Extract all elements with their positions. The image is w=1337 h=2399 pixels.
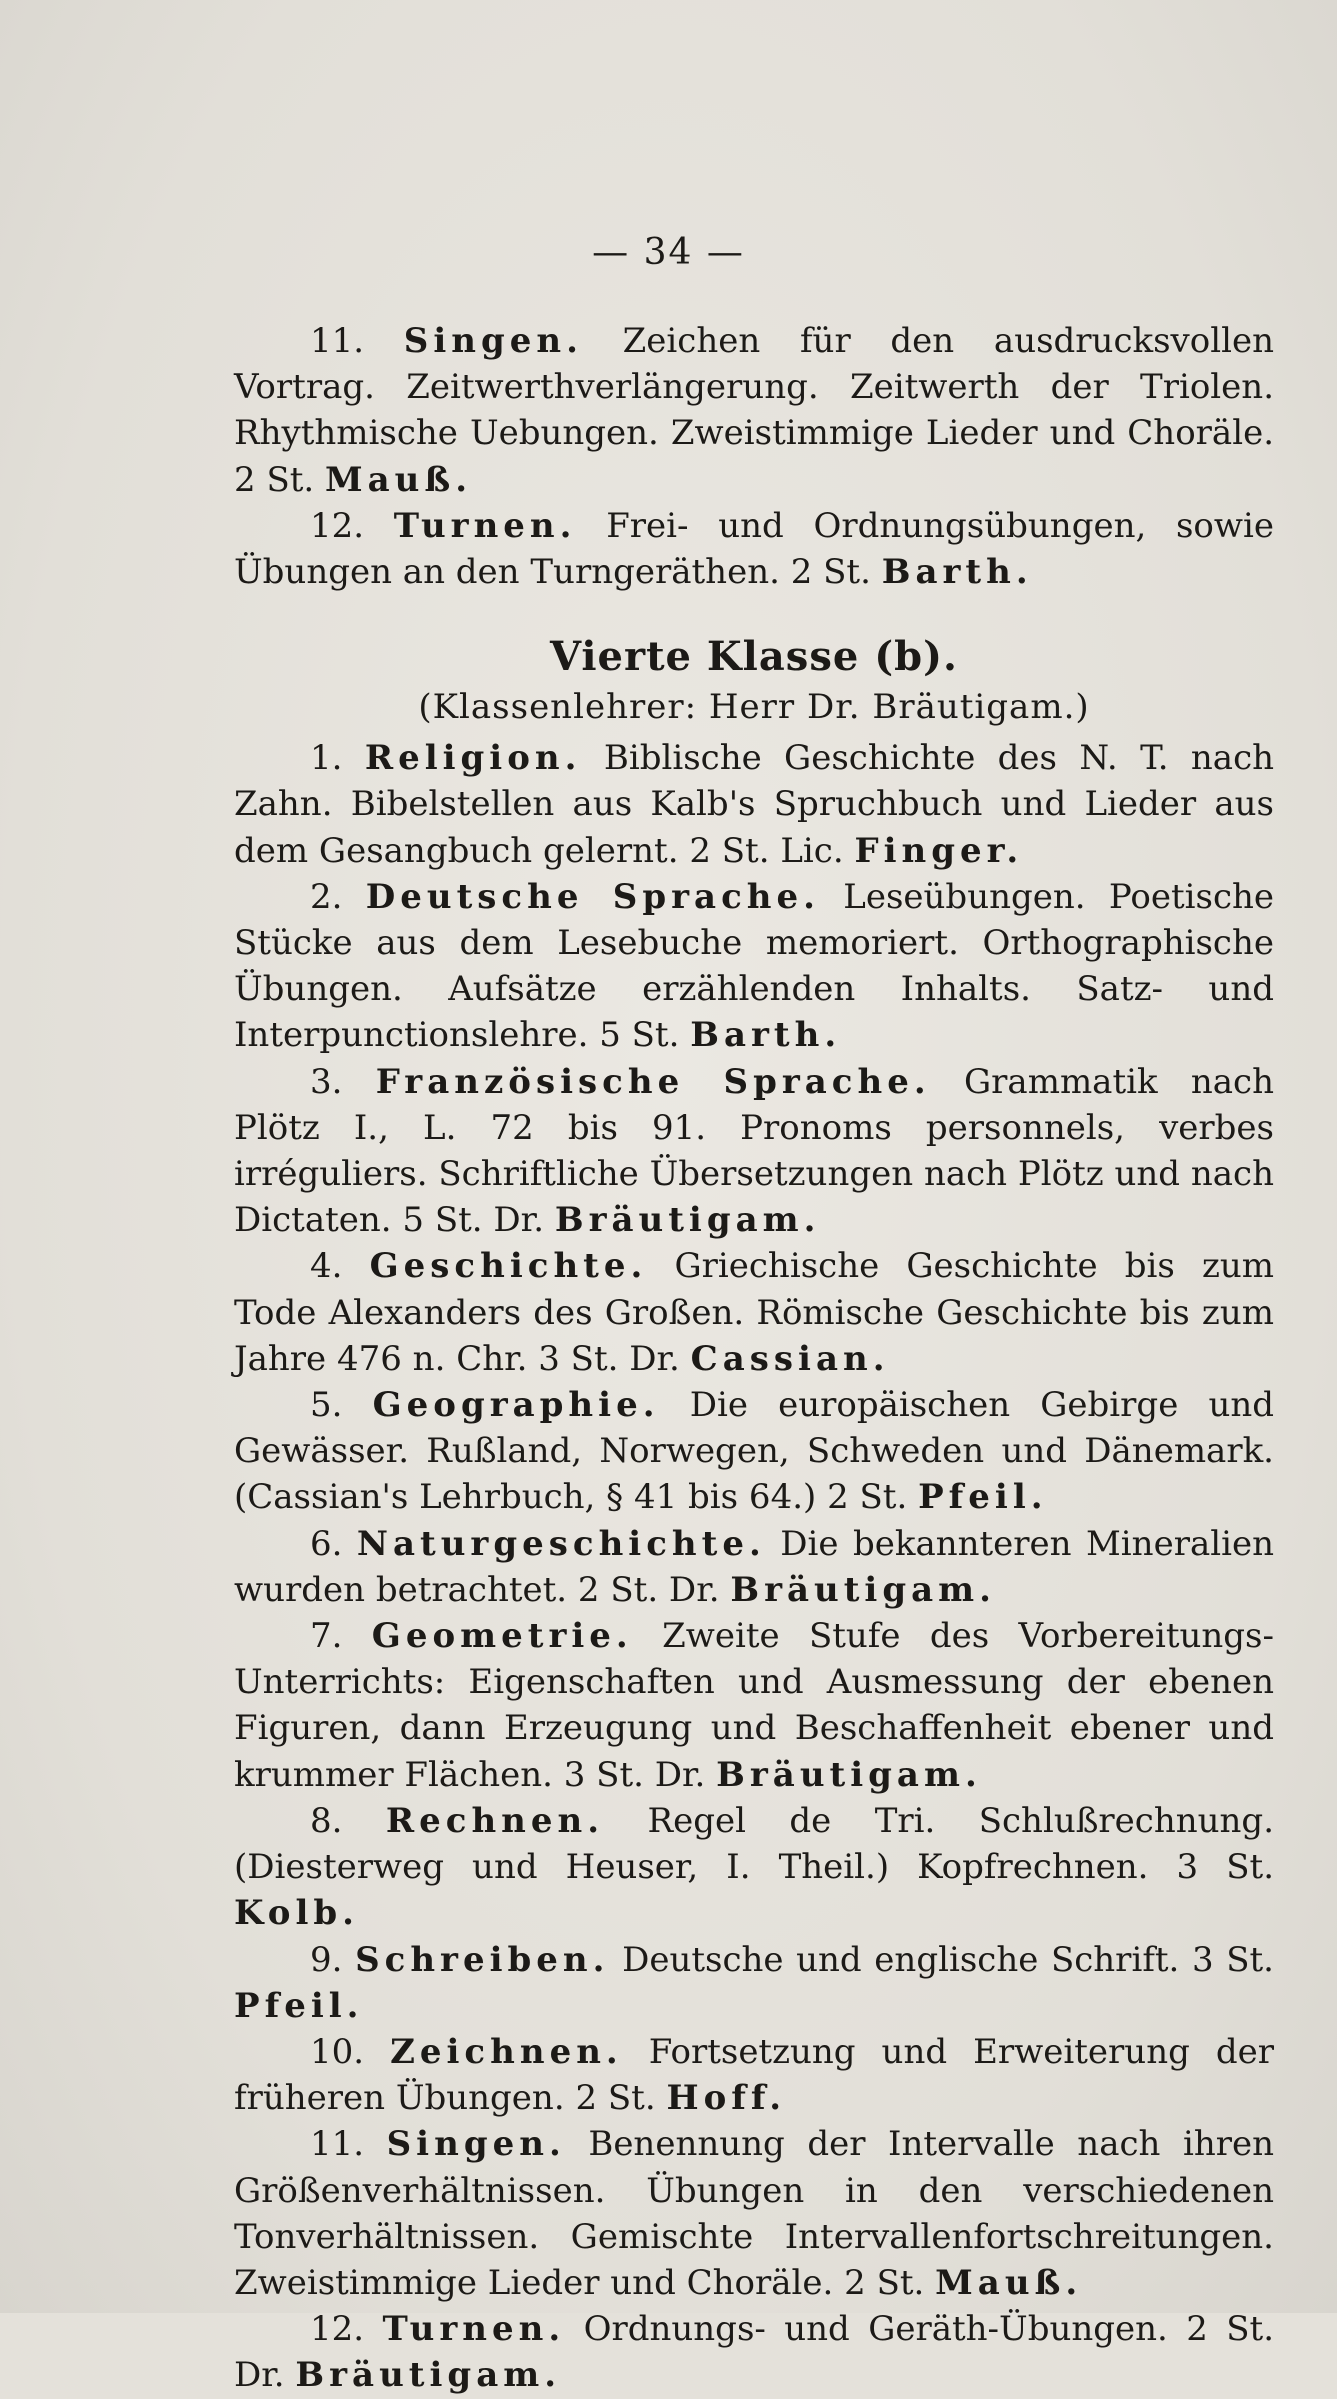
- subject-entry: [234, 874, 1274, 1059]
- subject-entry: [234, 735, 1274, 874]
- entry-teacher: Hoff.: [666, 2078, 787, 2119]
- entry-teacher: Bräutigam.: [295, 2355, 562, 2396]
- entry-number: 8.: [310, 1800, 343, 1841]
- entry-number: 12.: [310, 2309, 365, 2350]
- section-fuenfte-klasse-tail: [234, 318, 1274, 595]
- entry-description: Die bekannteren Mineralien wurden betrachtet. 2 St. Dr.: [234, 1523, 1274, 1610]
- entry-subject: Zeichnen.: [390, 2031, 623, 2072]
- entry-teacher: Finger.: [854, 830, 1024, 871]
- entry-subject: Singen.: [403, 321, 583, 361]
- entry-description: Grammatik nach Plötz I., L. 72 bis 91. Pronoms personnels, verbes irréguliers. Schriftliche Übersetzungen nach Plötz und nach Dictaten. 5 St. Dr.: [234, 1061, 1274, 1241]
- entry-number: 1.: [310, 738, 343, 779]
- entry-teacher: Barth.: [690, 1015, 842, 1056]
- entry-subject: Rechnen.: [385, 1800, 605, 1841]
- page-number: — 34 —: [592, 232, 745, 273]
- entry-number: 9.: [310, 1939, 343, 1980]
- entry-subject: Religion.: [364, 738, 582, 779]
- entry-number: 2.: [310, 876, 343, 917]
- subject-entry: [234, 1613, 1274, 1798]
- entry-number: 11.: [310, 2124, 365, 2165]
- entry-description: Zeichen für den ausdrucksvollen Vortrag. Zeitwerthverlängerung. Zeitwerth der Triolen. Rhythmische Uebungen. Zweistimmige Lieder und Choräle. 2 St.: [234, 321, 1274, 500]
- entry-subject: Geographie.: [372, 1385, 660, 1426]
- subject-entry: [234, 2029, 1274, 2121]
- entry-teacher: Pfeil.: [918, 1477, 1048, 1518]
- entry-subject: Geometrie.: [371, 1616, 633, 1657]
- entry-teacher: Pfeil.: [234, 1985, 364, 2026]
- subject-entry: [234, 318, 1274, 503]
- entry-number: 10.: [310, 2031, 365, 2072]
- entry-subject: Naturgeschichte.: [356, 1523, 766, 1564]
- entry-description: Griechische Geschichte bis zum Tode Alexanders des Großen. Römische Geschichte bis zum Jahre 476 n. Chr. 3 St. Dr.: [234, 1246, 1275, 1379]
- entry-subject: Turnen.: [382, 2309, 566, 2350]
- entry-description: Leseübungen. Poetische Stücke aus dem Lesebuche memoriert. Orthographische Übungen. Aufsätze erzählenden Inhalts. Satz- und Interpunctionslehre. 5 St.: [234, 876, 1275, 1056]
- section-vierte-klasse: [234, 735, 1274, 2398]
- entry-description: Ordnungs- und Geräth-Übungen. 2 St. Dr.: [234, 2309, 1275, 2396]
- entry-teacher: Mauß.: [935, 2262, 1083, 2303]
- entry-teacher: Cassian.: [690, 1338, 890, 1379]
- subject-entry: [234, 1059, 1274, 1244]
- entry-subject: Deutsche Sprache.: [365, 876, 820, 917]
- subject-entry: [234, 1382, 1274, 1521]
- entry-teacher: Kolb.: [234, 1893, 360, 1934]
- entry-teacher: Bräutigam.: [716, 1754, 982, 1795]
- entry-description: Biblische Geschichte des N. T. nach Zahn. Bibelstellen aus Kalb's Spruchbuch und Lieder aus dem Gesangbuch gelernt. 2 St. Lic.: [234, 738, 1275, 871]
- entry-teacher: Bräutigam.: [730, 1569, 996, 1610]
- class-heading: Vierte Klasse (b).: [550, 633, 958, 681]
- entry-description: Deutsche und englische Schrift. 3 St.: [622, 1939, 1274, 1980]
- entry-number: 11.: [310, 321, 365, 361]
- subject-entry: [234, 2121, 1274, 2306]
- subject-entry: [234, 1521, 1274, 1613]
- entry-teacher: Mauß.: [325, 459, 473, 500]
- entry-number: 6.: [310, 1523, 343, 1564]
- entry-description: Die europäischen Gebirge und Gewässer. Rußland, Norwegen, Schweden und Dänemark. (Cassian's Lehrbuch, § 41 bis 64.) 2 St.: [234, 1385, 1275, 1518]
- subject-entry: [234, 1798, 1274, 1937]
- entry-description: Zweite Stufe des Vorbereitungs-Unterrichts: Eigenschaften und Ausmessung der ebenen Figuren, dann Erzeugung und Beschaffenheit ebener und krummer Flächen. 3 St. Dr.: [234, 1616, 1274, 1795]
- entry-number: 12.: [310, 505, 365, 546]
- entry-subject: Französische Sprache.: [375, 1061, 931, 1102]
- subject-entry: [234, 1937, 1274, 2029]
- subject-entry: [234, 1243, 1274, 1382]
- class-teacher-line: (Klassenlehrer: Herr Dr. Bräutigam.): [418, 687, 1090, 728]
- entry-teacher: Barth.: [881, 552, 1033, 593]
- subject-entry: [234, 503, 1274, 595]
- entry-description: Regel de Tri. Schlußrechnung. (Diesterweg und Heuser, I. Theil.) Kopfrechnen. 3 St.: [234, 1800, 1275, 1888]
- page-content: [234, 318, 1274, 2399]
- entry-number: 7.: [310, 1616, 343, 1657]
- entry-number: 4.: [310, 1246, 343, 1287]
- entry-number: 5.: [310, 1385, 343, 1426]
- entry-number: 3.: [310, 1061, 343, 1102]
- entry-description: Fortsetzung und Erweiterung der früheren Übungen. 2 St.: [234, 2031, 1274, 2119]
- entry-subject: Singen.: [386, 2124, 566, 2165]
- entry-description: Frei- und Ordnungsübungen, sowie Übungen an den Turngeräthen. 2 St.: [234, 505, 1274, 593]
- entry-subject: Schreiben.: [355, 1939, 610, 1980]
- entry-teacher: Bräutigam.: [554, 1200, 821, 1241]
- entry-subject: Turnen.: [393, 505, 577, 546]
- entry-description: Benennung der Intervalle nach ihren Größenverhältnissen. Übungen in den verschiedenen Tonverhältnissen. Gemischte Intervallenfortschreitungen. Zweistimmige Lieder und Choräle. 2 St.: [234, 2124, 1274, 2303]
- entry-subject: Geschichte.: [369, 1246, 648, 1287]
- subject-entry: [234, 2306, 1274, 2398]
